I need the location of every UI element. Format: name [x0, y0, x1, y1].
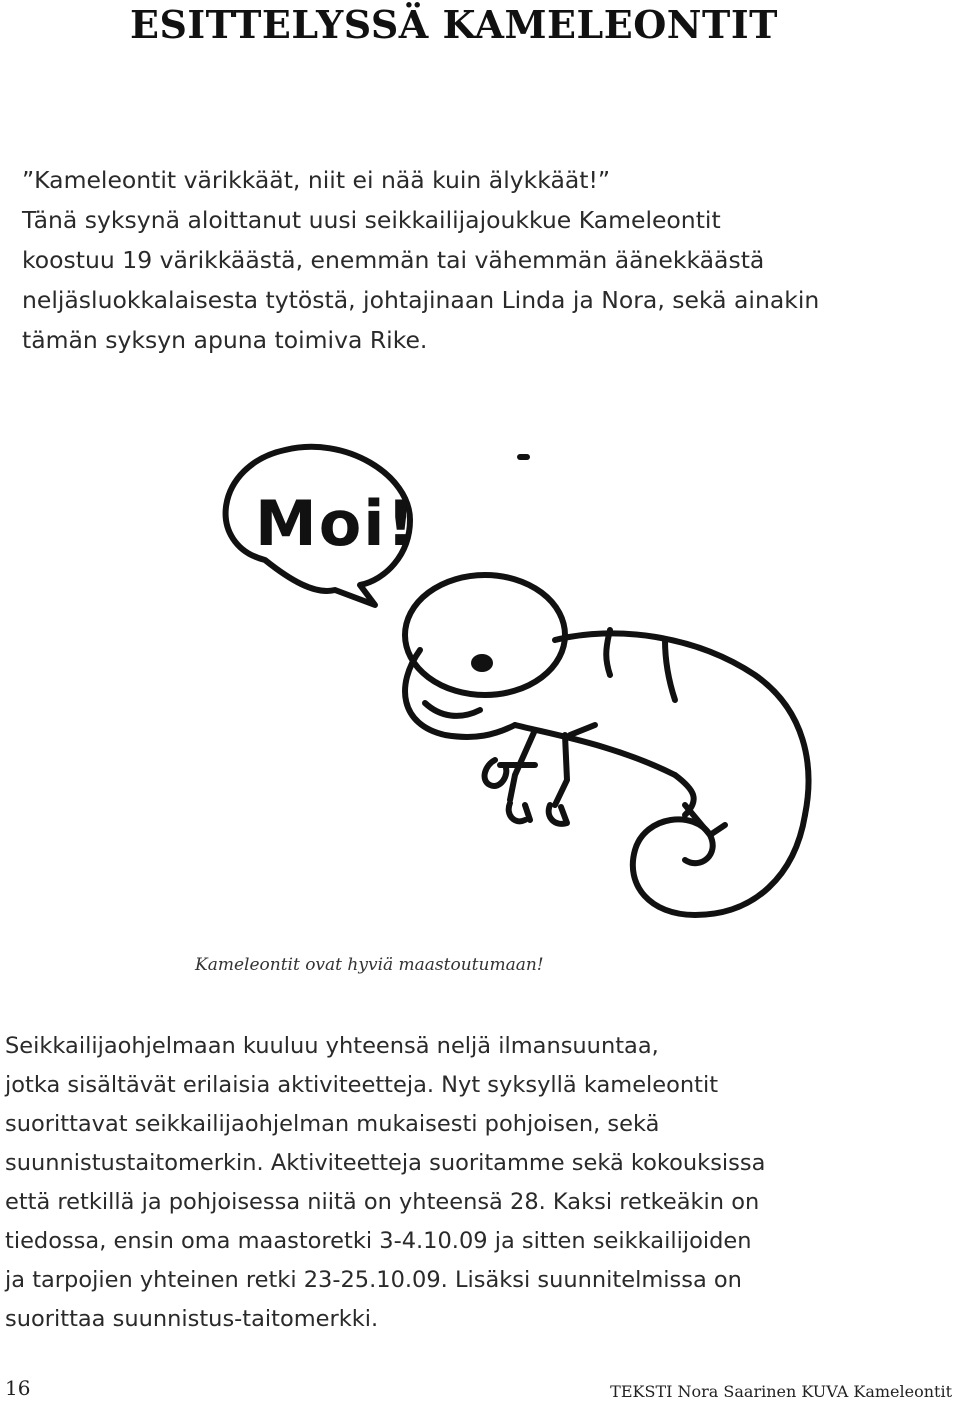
page-title: ESITTELYSSÄ KAMELEONTIT [130, 2, 778, 47]
credits: TEKSTI Nora Saarinen KUVA Kameleontit [610, 1382, 952, 1401]
intro-paragraph [22, 160, 957, 360]
body-line: tiedossa, ensin oma maastoretki 3-4.10.09 ja sitten seikkailijoiden [5, 1228, 752, 1254]
body-line: suunnistustaitomerkin. Aktiviteetteja suoritamme sekä kokouksissa [5, 1150, 766, 1176]
body-line: että retkillä ja pohjoisessa niitä on yhteensä 28. Kaksi retkeäkin on [5, 1189, 760, 1215]
body-paragraph [5, 1027, 955, 1339]
body-line: suorittaa suunnistus-taitomerkki. [5, 1306, 379, 1332]
intro-line: koostuu 19 värikkäästä, enemmän tai vähemmän äänekkäästä [22, 246, 765, 274]
intro-line: neljäsluokkalaisesta tytöstä, johtajinaan Linda ja Nora, sekä ainakin [22, 286, 820, 314]
chameleon-drawing-icon [195, 435, 845, 935]
intro-line: Tänä syksynä aloittanut uusi seikkailijajoukkue Kameleontit [22, 206, 721, 234]
body-line: Seikkailijaohjelmaan kuuluu yhteensä neljä ilmansuuntaa, [5, 1033, 659, 1059]
body-line: ja tarpojien yhteinen retki 23-25.10.09. Lisäksi suunnitelmissa on [5, 1267, 742, 1293]
intro-line: tämän syksyn apuna toimiva Rike. [22, 326, 428, 354]
intro-quote: ”Kameleontit värikkäät, niit ei nää kuin älykkäät!” [22, 166, 611, 194]
page-number: 16 [5, 1376, 31, 1400]
body-line: suorittavat seikkailijaohjelman mukaisesti pohjoisen, sekä [5, 1111, 660, 1137]
speech-bubble-text: Moi! [255, 487, 417, 560]
body-line: jotka sisältävät erilaisia aktiviteetteja. Nyt syksyllä kameleontit [5, 1072, 719, 1098]
image-caption: Kameleontit ovat hyviä maastoutumaan! [195, 955, 544, 975]
